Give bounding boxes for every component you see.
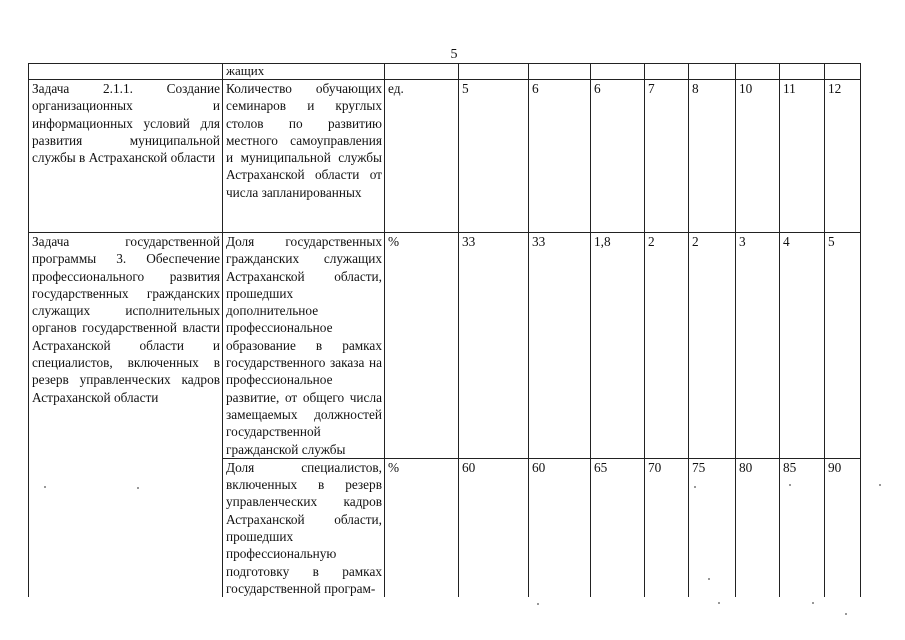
indicator-cell: Доля государственных гражданских служащих Астраханской области, прошедших дополнительное профессиональное образование в рамках государственного заказа на профессиональное развитие, от общего числа замещаемых должностей государственной гражданской службы xyxy=(223,233,385,459)
scan-speck xyxy=(789,484,791,486)
scan-speck xyxy=(812,602,814,604)
value-cell: 5 xyxy=(825,233,861,459)
value-cell: 60 xyxy=(529,458,591,597)
value-cell: 90 xyxy=(825,458,861,597)
value-cell: 3 xyxy=(736,233,780,459)
scan-speck xyxy=(537,603,539,605)
indicator-cell: Количество обучающих семинаров и круглых столов по развитию местного самоуправления и муниципальной службы Астраханской области от числа запланированных xyxy=(223,80,385,233)
task-cell: Задача 2.1.1. Создание организационных и информационных условий для развития муниципальной службы в Астраханской области xyxy=(29,80,223,233)
continuation-row xyxy=(29,64,861,80)
value-cell: 2 xyxy=(645,233,689,459)
scan-speck xyxy=(708,578,710,580)
value-cell: 6 xyxy=(591,80,645,233)
value-cell: 75 xyxy=(689,458,736,597)
value-cell: 12 xyxy=(825,80,861,233)
value-cell: 8 xyxy=(689,80,736,233)
value-cell: 2 xyxy=(689,233,736,459)
scan-speck xyxy=(879,484,881,486)
scan-speck xyxy=(845,613,847,615)
value-cell: 70 xyxy=(645,458,689,597)
unit-cell: % xyxy=(385,233,459,459)
value-cell: 5 xyxy=(459,80,529,233)
table-row xyxy=(29,233,861,459)
unit-cell xyxy=(385,64,459,80)
value-cell: 33 xyxy=(529,233,591,459)
scan-speck xyxy=(718,602,720,604)
indicators-table xyxy=(28,63,861,597)
value-cell: 60 xyxy=(459,458,529,597)
value-cell: 4 xyxy=(780,233,825,459)
value-cell: 65 xyxy=(591,458,645,597)
page-number: 5 xyxy=(450,47,458,62)
value-cell: 6 xyxy=(529,80,591,233)
task-cell: Задача государственной программы 3. Обеспечение профессионального развития государственных гражданских служащих исполнительных органов государственной власти Астраханской области и специалистов, включенных в резерв управленческих кадров Астраханской области xyxy=(29,233,223,598)
value-cell: 7 xyxy=(645,80,689,233)
value-cell: 11 xyxy=(780,80,825,233)
value-cell: 85 xyxy=(780,458,825,597)
table-row xyxy=(29,80,861,233)
scan-speck xyxy=(137,487,139,489)
value-cell: 33 xyxy=(459,233,529,459)
value-cell: 1,8 xyxy=(591,233,645,459)
task-cell xyxy=(29,64,223,80)
scan-speck xyxy=(44,486,46,488)
indicator-cell: жащих xyxy=(223,64,385,80)
value-cell: 80 xyxy=(736,458,780,597)
unit-cell: ед. xyxy=(385,80,459,233)
value-cell: 10 xyxy=(736,80,780,233)
indicator-cell: Доля специалистов, включенных в резерв управленческих кадров Астраханской области, прошедших профессиональную подготовку в рамках государственной програм- xyxy=(223,458,385,597)
scan-speck xyxy=(694,486,696,488)
unit-cell: % xyxy=(385,458,459,597)
